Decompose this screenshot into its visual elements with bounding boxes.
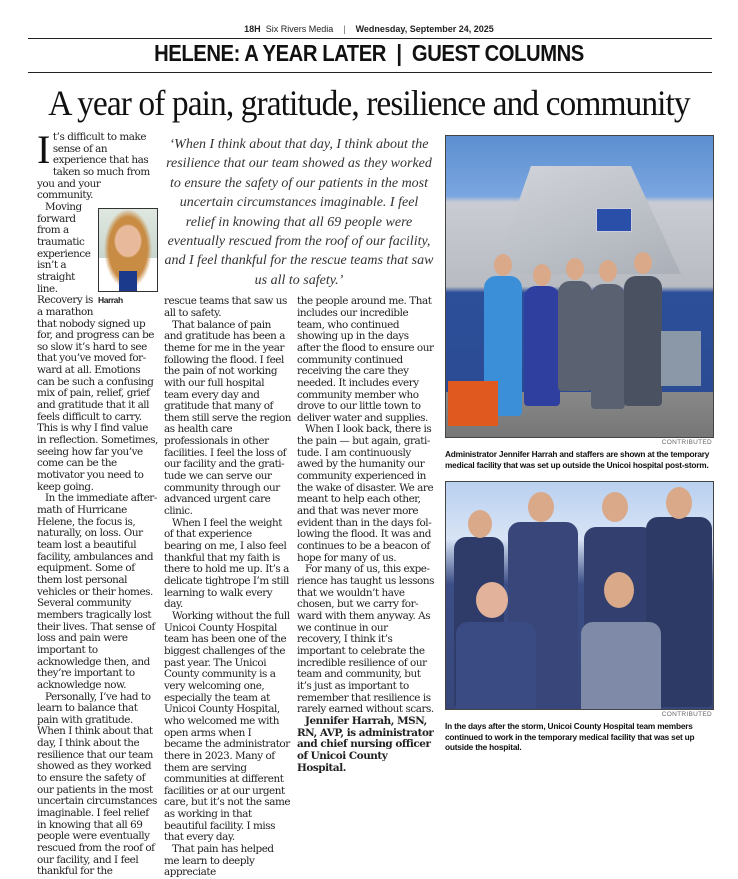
paragraph: rescue teams that saw us all to safety. — [164, 295, 287, 319]
person — [456, 622, 536, 710]
paragraph: the people around me. That includes our incredible team, who continued showing up in the days after the flood to ensure our community continued receiving the care they needed. It includes every community member who drove to our little town to deliver water and supplies. — [297, 295, 434, 424]
photo-credit: CONTRIBUTED — [661, 439, 712, 446]
person-head — [528, 492, 554, 522]
person — [591, 284, 625, 409]
person — [558, 281, 592, 391]
section-rule — [28, 72, 712, 73]
paragraph: When I feel the weight of that experience bearing on me, I also feel thankful that my faith is there to hold me up. It’s a delicate tightrope I’m still learning to walk every day. — [164, 516, 289, 611]
person-head — [476, 582, 508, 618]
paragraph: For many of us, this experience has taught us lessons that we wouldn’t have chosen, but we carry forward with them anyway. As we continue in our recovery, I think it’s important to celebrate the incredible resilience of our team and community, but it’s just as important to remember that resilience is rarely earned without scars. — [297, 563, 434, 716]
page-number: 18H — [244, 24, 261, 34]
paragraph: That pain has helped me learn to deeply appreciate — [164, 843, 274, 879]
tent-staff-photo — [445, 135, 714, 438]
person-head — [533, 264, 551, 286]
person-head — [599, 260, 617, 282]
column-2 — [164, 296, 291, 879]
person-head — [604, 572, 634, 608]
paragraph: That balance of pain and gratitude has been a theme for me in the year following the flood. I feel the pain of not working with our full hospital team every day and gratitude that many of them still serve the region as health care professionals in other facilities. I feel the loss of our facility and the gratitude we can serve our community through our advanced urgent care clinic. — [164, 318, 291, 518]
person-head — [494, 254, 512, 276]
headline: A year of pain, gratitude, resilience and community — [48, 83, 690, 123]
person — [624, 276, 662, 406]
folio-separator: | — [343, 24, 346, 34]
drop-cap: I — [37, 127, 50, 172]
paragraph: When I look back, there is the pain — but again, gratitude. I am continuously awed by the humanity our community experienced in the wake of disaster. We are meant to help each other, and that was never more evident than in the days following the flood. It was and continues to be a beacon of hope for many of us. — [297, 423, 434, 564]
team-members-photo — [445, 481, 714, 710]
photo-credit: CONTRIBUTED — [661, 711, 712, 718]
column-3 — [297, 296, 434, 774]
person-head — [602, 492, 628, 522]
author-photo — [98, 208, 158, 305]
paragraph: Working without the full Unicoi County Hospital team has been one of the biggest challenges of the past year. The Unicoi County community is a very welcoming one, especially the team at Unicoi County Hospital, who welcomed me with open arms when I became the administrator there in 2023. Many of them are serving communities at different facilities or at our urgent care, but it’s not the same as working in that beautiful facility. I miss that every day. — [164, 609, 291, 844]
tent-banner — [596, 208, 632, 232]
paragraph-text: Moving forward from a traumatic experience isn’t a straight line. Recovery is a marathon that nobody signed up for, and progress can be so slow it’s hard to see that you’ve moved forward at all. Emotions can be such a confusing mix of pain, relief, grief and gratitude that it all feels difficult to carry. This is why I find value in reflection. Sometimes, seeing how far you’ve come can be the motivator you need to keep going. — [37, 200, 158, 493]
folio — [0, 24, 738, 34]
paragraph: Personally, I’ve had to learn to balance that pain with gratitude. When I think about that day, I think about the resilience that our team showed as they worked to ensure the safety of our patients in the most uncertain circumstances imaginable. I feel relief in knowing that all 69 people were eventually rescued from the roof of our facility, and I feel thankful for the — [37, 690, 157, 878]
pull-quote: ‘When I think about that day, I think about the resilience that our team showed as they worked to ensure the safety of our patients in the most uncertain circumstances imaginable. I feel relief in knowing that all 69 people were eventually rescued from the roof of our facility, and I feel thankful for the rescue teams that saw us all to safety.’ — [164, 137, 434, 288]
section-title: HELENE: A YEAR LATER | GUEST COLUMNS — [154, 40, 584, 66]
trash-bin — [661, 331, 701, 386]
paragraph — [37, 127, 158, 202]
photo-caption: In the days after the storm, Unicoi County Hospital team members continued to work in the temporary medical facility that was set up outside the hospital. — [445, 721, 695, 752]
person-head — [468, 510, 492, 538]
person-head — [634, 252, 652, 274]
right-text-area — [164, 135, 434, 879]
column-1 — [37, 127, 158, 878]
cooler — [448, 381, 498, 426]
photo-caption: Administrator Jennifer Harrah and staffers are shown at the temporary medical facility that was set up outside the Unicoi hospital post-storm. — [445, 449, 710, 470]
author-bio: Jennifer Harrah, MSN, RN, AVP, is administrator and chief nursing officer of Unicoi County Hospital. — [297, 714, 434, 774]
person — [524, 286, 560, 406]
person-head — [566, 258, 584, 280]
text-columns — [164, 296, 434, 879]
paragraph — [37, 202, 158, 493]
tent-roof — [456, 154, 706, 274]
person — [581, 622, 661, 710]
top-rule — [28, 38, 712, 39]
paragraph-text: t’s difficult to make sense of an experience that has taken so much from you and your community. — [37, 131, 150, 202]
publisher: Six Rivers Media — [265, 24, 334, 34]
photo-caption: Harrah — [98, 294, 123, 305]
paragraph: In the immediate aftermath of Hurricane Helene, the focus is, naturally, on loss. Our team lost a beautiful facility, ambulances and equipment. Some of them lost personal vehicles or their homes. Several community members tragically lost their lives. That sense of loss and pain were important to acknowledge then, and they’re important to acknowledge now. — [37, 492, 158, 691]
publication-date: Wednesday, September 24, 2025 — [355, 24, 494, 34]
author-headshot-image — [98, 208, 158, 292]
person-head — [666, 487, 692, 519]
